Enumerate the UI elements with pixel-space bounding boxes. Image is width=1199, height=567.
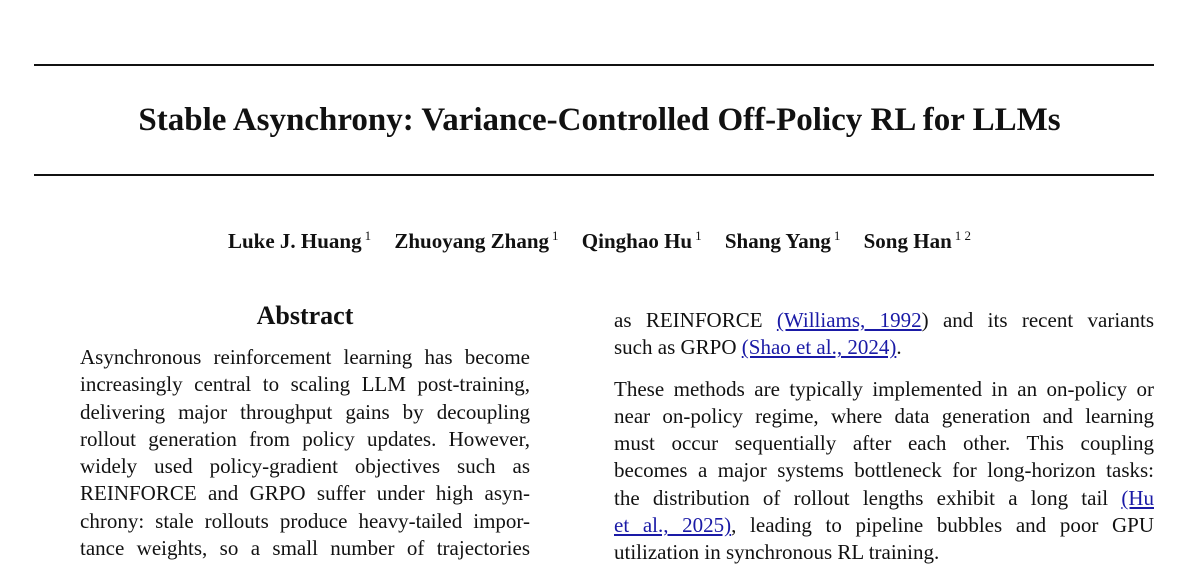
title-bottom-rule [34,174,1154,176]
body-line: becomes a major systems bottleneck for long-horizon tasks: [614,458,1154,483]
abstract-line: rollout generation from policy updates. However, [80,426,530,451]
affiliation-marker: 1 [833,228,841,243]
affiliation-marker: 1 [552,228,559,243]
abstract-heading: Abstract [256,301,354,330]
affiliation-marker: 1 [695,228,702,243]
body-column [614,307,1154,567]
affiliation-marker: 1 [364,228,372,243]
author: Song Han $^{1 2}$ [863,228,971,253]
body-line: as REINFORCE (Williams, 1992) and its recent variants [614,308,1154,332]
abstract-line: tance weights, so a small number of trajectories [80,536,530,561]
abstract-line: delivering major throughput gains by decoupling [80,399,530,424]
affiliation-marker: 1 2 [954,228,971,243]
body-line: et al., 2025), leading to pipeline bubbles and poor GPU [614,513,1154,538]
abstract-column [80,300,530,562]
body-line: These methods are typically implemented in an on-policy or [614,376,1154,401]
abstract-line: increasingly central to scaling LLM post-training, [80,372,530,397]
citation-link[interactable]: et al., 2025) [614,513,732,538]
citation-link[interactable]: (Shao et al., 2024) [741,335,897,360]
title-top-rule [34,64,1154,66]
body-line: the distribution of rollout lengths exhibit a long tail (Hu [614,485,1154,510]
abstract-line: widely used policy-gradient objectives such as [80,454,530,479]
abstract-line: Asynchronous reinforcement learning has become [80,345,530,369]
author: Luke J. Huang $^1$ [227,228,372,253]
citation-link[interactable]: (Hu [1121,485,1154,510]
body-line: utilization in synchronous RL training. [614,540,940,565]
paragraph-gap [614,362,1154,376]
body-line: near on-policy regime, where data generation and learning [614,403,1154,428]
author: Qinghao Hu $^1$ [581,228,702,253]
body-line: must occur sequentially after each other. This coupling [614,431,1154,456]
citation-link[interactable]: (Williams, 1992 [776,308,922,332]
abstract-line: REINFORCE and GRPO suffer under high asyn- [80,481,530,506]
author: Zhuoyang Zhang $^1$ [394,228,559,253]
author: Shang Yang $^1$ [724,228,841,253]
abstract-line: chrony: stale rollouts produce heavy-tailed impor- [80,508,530,533]
author-list [0,228,1199,254]
body-line: such as GRPO (Shao et al., 2024). [614,335,902,360]
paper-title: Stable Asynchrony: Variance-Controlled Off-Policy RL for LLMs [138,102,1061,138]
